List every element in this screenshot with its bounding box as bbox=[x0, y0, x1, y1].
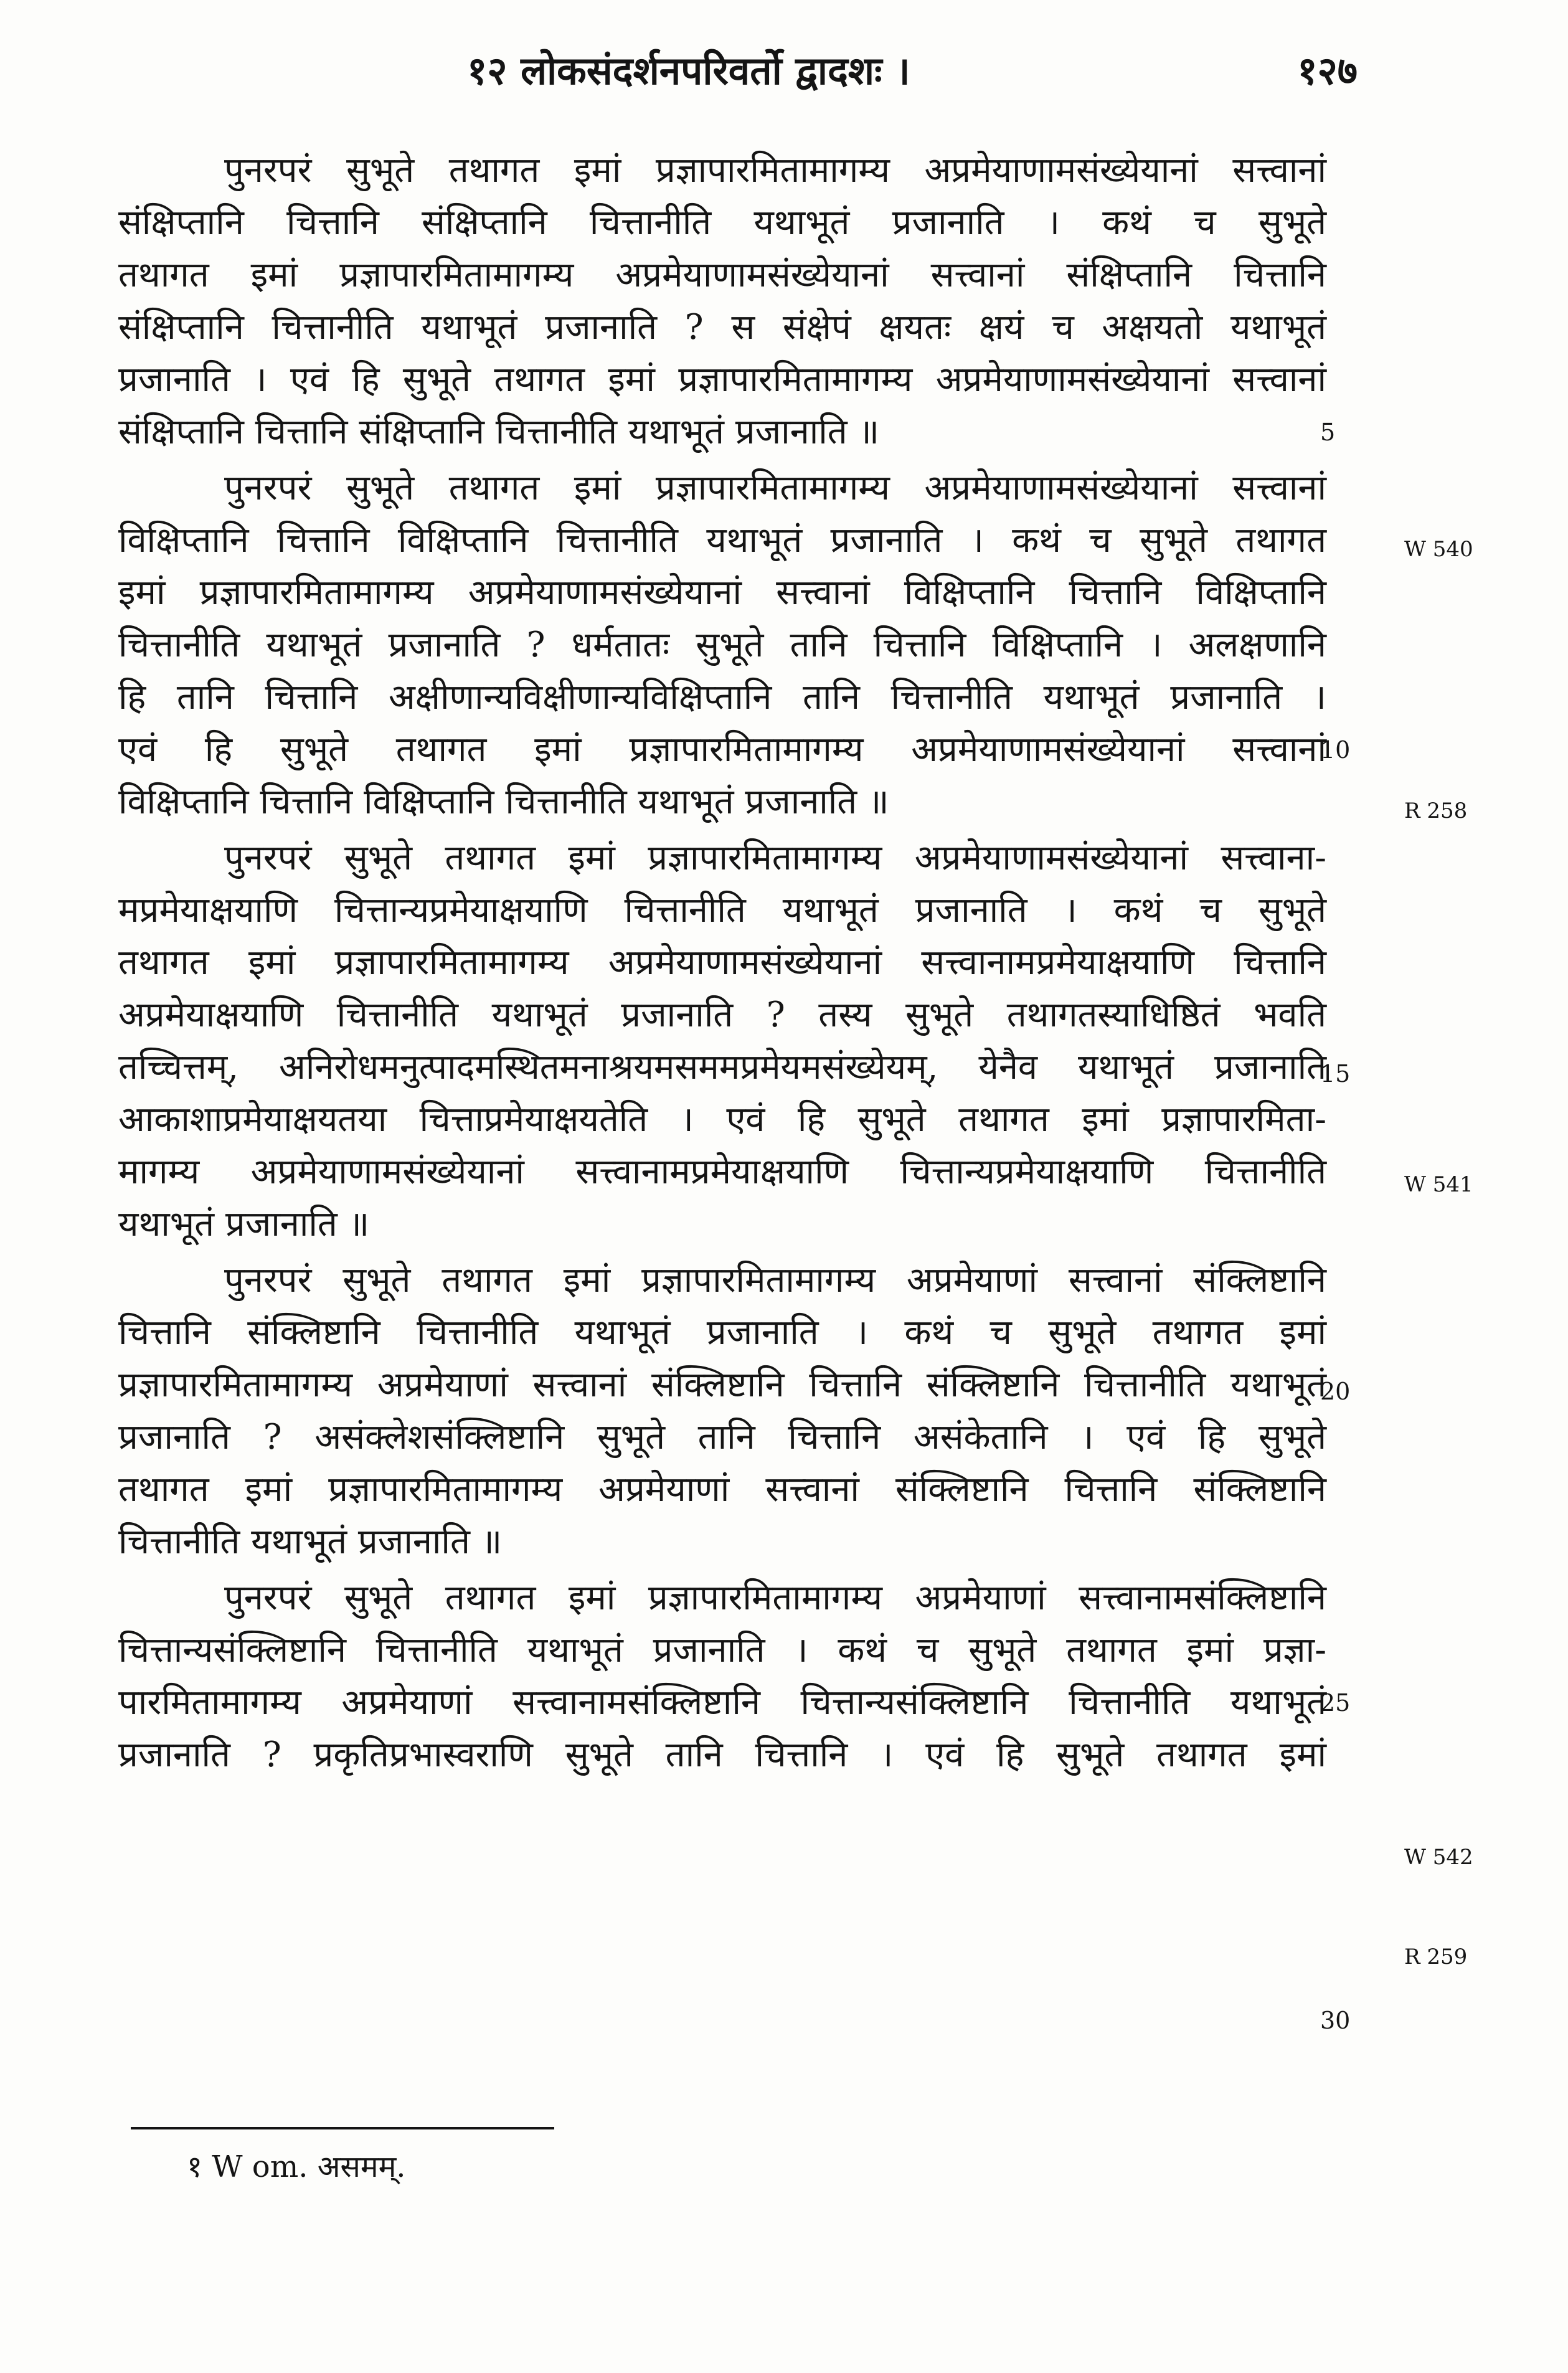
text-line: पुनरपरं सुभूते तथागत इमां प्रज्ञापारमितामागम्य अप्रमेयाणामसंख्येयानां सत्त्वाना- bbox=[224, 838, 1326, 878]
paragraph-3 bbox=[118, 832, 1326, 1251]
text-line: तथागत इमां प्रज्ञापारमितामागम्य अप्रमेयाणां सत्त्वानां संक्लिष्टानि चित्तानि संक्लिष्टानि bbox=[118, 1469, 1326, 1510]
text-line: तथागत इमां प्रज्ञापारमितामागम्य अप्रमेयाणामसंख्येयानां सत्त्वानां संक्षिप्तानि चित्तानि bbox=[118, 255, 1326, 295]
marginal-ref-r258: R 258 bbox=[1404, 798, 1468, 823]
line-number-30: 30 bbox=[1320, 2007, 1351, 2034]
text-line: पुनरपरं सुभूते तथागत इमां प्रज्ञापारमितामागम्य अप्रमेयाणां सत्त्वानां संक्लिष्टानि bbox=[224, 1260, 1326, 1300]
text-line: चित्तानीति यथाभूतं प्रजानाति ? धर्मतातः सुभूते तानि चित्तानि विक्षिप्तानि । अलक्षणानि bbox=[118, 625, 1326, 665]
text-line: तथागत इमां प्रज्ञापारमितामागम्य अप्रमेयाणामसंख्येयानां सत्त्वानामप्रमेयाक्षयाणि चित्तानि bbox=[118, 942, 1326, 983]
text-line: अप्रमेयाक्षयाणि चित्तानीति यथाभूतं प्रजानाति ? तस्य सुभूते तथागतस्याधिष्ठितं भवति bbox=[118, 995, 1326, 1035]
text-line: संक्षिप्तानि चित्तानि संक्षिप्तानि चित्तानीति यथाभूतं प्रजानाति । कथं च सुभूते bbox=[118, 202, 1326, 243]
text-line: संक्षिप्तानि चित्तानि संक्षिप्तानि चित्तानीति यथाभूतं प्रजानाति ॥ bbox=[118, 412, 879, 452]
line-number-15: 15 bbox=[1320, 1060, 1351, 1087]
text-line: चित्तान्यसंक्लिष्टानि चित्तानीति यथाभूतं प्रजानाति । कथं च सुभूते तथागत इमां प्रज्ञा- bbox=[118, 1630, 1326, 1670]
page-header bbox=[118, 44, 1358, 112]
text-line: पुनरपरं सुभूते तथागत इमां प्रज्ञापारमितामागम्य अप्रमेयाणामसंख्येयानां सत्त्वानां bbox=[224, 468, 1326, 508]
running-title: १२ लोकसंदर्शनपरिवर्तो द्वादशः । bbox=[467, 48, 910, 93]
text-line: यथाभूतं प्रजानाति ॥ bbox=[118, 1204, 370, 1244]
text-line: पारमितामागम्य अप्रमेयाणां सत्त्वानामसंक्लिष्टानि चित्तान्यसंक्लिष्टानि चित्तानीति यथाभूतं bbox=[118, 1682, 1326, 1723]
text-line: इमां प्रज्ञापारमितामागम्य अप्रमेयाणामसंख्येयानां सत्त्वानां विक्षिप्तानि चित्तानि विक्षिप्तानि bbox=[118, 572, 1326, 613]
text-line: पुनरपरं सुभूते तथागत इमां प्रज्ञापारमितामागम्य अप्रमेयाणां सत्त्वानामसंक्लिष्टानि bbox=[224, 1578, 1326, 1618]
text-line: हि तानि चित्तानि अक्षीणान्यविक्षीणान्यविक्षिप्तानि तानि चित्तानीति यथाभूतं प्रजानाति । bbox=[118, 677, 1326, 718]
main-text bbox=[118, 144, 1326, 1785]
text-line: मप्रमेयाक्षयाणि चित्तान्यप्रमेयाक्षयाणि चित्तानीति यथाभूतं प्रजानाति । कथं च सुभूते bbox=[118, 890, 1326, 931]
text-line: तच्चित्तम्, अनिरोधमनुत्पादमस्थितमनाश्रयमसममप्रमेयमसंख्येयम्, येनैव यथाभूतं प्रजानाति bbox=[118, 1047, 1326, 1087]
text-line: प्रजानाति ? प्रकृतिप्रभास्वराणि सुभूते तानि चित्तानि । एवं हि सुभूते तथागत इमां bbox=[118, 1735, 1326, 1775]
line-number-25: 25 bbox=[1320, 1689, 1351, 1717]
text-line: चित्तानि संक्लिष्टानि चित्तानीति यथाभूतं प्रजानाति । कथं च सुभूते तथागत इमां bbox=[118, 1312, 1326, 1353]
text-line: प्रजानाति । एवं हि सुभूते तथागत इमां प्रज्ञापारमितामागम्य अप्रमेयाणामसंख्येयानां सत्त्वानां bbox=[118, 359, 1327, 400]
page-number: १२७ bbox=[1297, 48, 1358, 93]
text-line: मागम्य अप्रमेयाणामसंख्येयानां सत्त्वानामप्रमेयाक्षयाणि चित्तान्यप्रमेयाक्षयाणि चित्तानीति bbox=[118, 1152, 1326, 1192]
paragraph-5 bbox=[118, 1572, 1326, 1781]
footnote-rule bbox=[131, 2127, 554, 2129]
marginal-ref-w540: W 540 bbox=[1404, 537, 1473, 562]
text-line: पुनरपरं सुभूते तथागत इमां प्रज्ञापारमितामागम्य अप्रमेयाणामसंख्येयानां सत्त्वानां bbox=[224, 150, 1326, 191]
text-line: प्रज्ञापारमितामागम्य अप्रमेयाणां सत्त्वानां संक्लिष्टानि चित्तानि संक्लिष्टानि चित्तानीति यथाभूतं bbox=[118, 1365, 1326, 1405]
text-line: विक्षिप्तानि चित्तानि विक्षिप्तानि चित्तानीति यथाभूतं प्रजानाति ॥ bbox=[118, 782, 889, 822]
line-number-20: 20 bbox=[1320, 1378, 1351, 1405]
paragraph-2 bbox=[118, 462, 1326, 828]
text-line: प्रजानाति ? असंक्लेशसंक्लिष्टानि सुभूते तानि चित्तानि असंकेतानि । एवं हि सुभूते bbox=[118, 1417, 1326, 1457]
paragraph-4 bbox=[118, 1254, 1326, 1568]
text-line: विक्षिप्तानि चित्तानि विक्षिप्तानि चित्तानीति यथाभूतं प्रजानाति । कथं च सुभूते तथागत bbox=[118, 520, 1326, 561]
line-number-5: 5 bbox=[1320, 419, 1336, 446]
text-line: चित्तानीति यथाभूतं प्रजानाति ॥ bbox=[118, 1522, 503, 1562]
marginal-ref-w541: W 541 bbox=[1404, 1172, 1473, 1197]
paragraph-1 bbox=[118, 144, 1326, 458]
text-line: संक्षिप्तानि चित्तानीति यथाभूतं प्रजानाति ? स संक्षेपं क्षयतः क्षयं च अक्षयतो यथाभूतं bbox=[118, 307, 1326, 348]
marginal-ref-w542: W 542 bbox=[1404, 1845, 1473, 1870]
text-line: आकाशाप्रमेयाक्षयतया चित्ताप्रमेयाक्षयतेति । एवं हि सुभूते तथागत इमां प्रज्ञापारमिता- bbox=[118, 1099, 1326, 1140]
line-number-10: 10 bbox=[1320, 736, 1351, 764]
marginal-ref-r259: R 259 bbox=[1404, 1944, 1468, 1969]
footnote: १ W om. असमम्. bbox=[187, 2149, 406, 2184]
text-line: एवं हि सुभूते तथागत इमां प्रज्ञापारमितामागम्य अप्रमेयाणामसंख्येयानां सत्त्वानां bbox=[118, 729, 1326, 770]
